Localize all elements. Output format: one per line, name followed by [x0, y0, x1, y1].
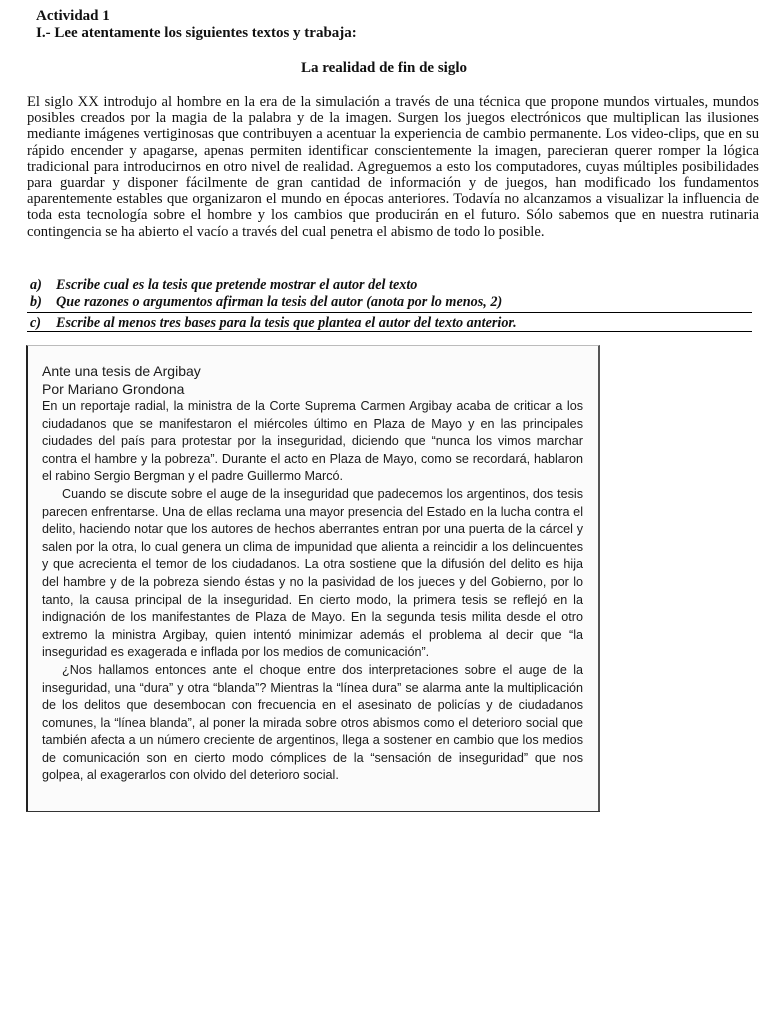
question-b-text: Que razones o argumentos afirman la tesis del autor (anota por lo menos, 2) [56, 294, 503, 310]
scan-bottom-edge [26, 811, 600, 812]
article-paragraph: ¿Nos hallamos entonces ante el choque entre dos interpretaciones sobre el auge de la inseguridad, una “dura” y otra “blanda”? Mientras la “línea dura” se alarma ante la multiplicación de los delitos que desembocan con frecuencia en el asesinato de policías y de ciudadanos comunes, la “línea blanda”, al poner la mirada sobre otros abismos como el deterioro social que también afecta a un número creciente de argentinos, llega a sostener en cambio que los medios de comunicación son en cierto modo cómplices de la “sensación de inseguridad” que nos golpea, al exagerarlos con olvido del deterioro social. [42, 662, 583, 783]
activity-heading: Actividad 1 [36, 8, 110, 24]
article-author: Por Mariano Grondona [42, 381, 185, 397]
answer-line [27, 331, 752, 332]
question-a-text: Escribe cual es la tesis que pretende mostrar el autor del texto [56, 277, 418, 293]
question-c-label: c) [30, 315, 42, 331]
answer-line [27, 312, 752, 313]
article-title: Ante una tesis de Argibay [42, 363, 201, 379]
instruction-heading: I.- Lee atentamente los siguientes textos y trabaja: [36, 25, 357, 41]
text1-body: El siglo XX introdujo al hombre en la era de la simulación a través de una técnica que propone mundos virtuales, mundos posibles creados por la magia de la palabra y de la imagen. Surgen los juegos electrónicos que multiplican las ilusiones mediante imágenes vertiginosas que contribuyen a acentuar la experiencia de cambio permanente. Los video-clips, que en su rápido encender y apagarse, apenas permiten identificar conscientemente la imagen, parecieran querer romper la lógica tradicional para introducirnos en otro nivel de realidad. Agreguemos a esto los computadores, cuyas múltiples posibilidades para guardar y disponer fácilmente de gran cantidad de información y de juegos, han modificado los fundamentos aparentemente estables que organizaron el mundo en épocas anteriores. Todavía no alcanzamos a visualizar la influencia de toda esta tecnología sobre el hombre y los cambios que producirán en el futuro. Sólo sabemos que en nuestra rutinaria contingencia se ha abierto el vacío a través del cual penetra el abismo de todo lo posible. [27, 94, 759, 240]
question-c-text: Escribe al menos tres bases para la tesis que plantea el autor del texto anterior. [56, 315, 517, 331]
question-b-label: b) [30, 294, 42, 310]
article-paragraph: En un reportaje radial, la ministra de la Corte Suprema Carmen Argibay acaba de criticar a los ciudadanos que se manifestaron el miércoles último en Plaza de Mayo y en las principales ciudades del país para protestar por la inseguridad, diciendo que “nunca los vimos marchar contra el hambre y la pobreza”. Durante el acto en Plaza de Mayo, como se recordará, hablaron el rabino Sergio Bergman y el padre Guillermo Marcó. [42, 399, 583, 484]
article-content [42, 362, 583, 785]
scanned-article [26, 345, 600, 812]
question-a [30, 277, 417, 293]
article-paragraph: Cuando se discute sobre el auge de la inseguridad que padecemos los argentinos, dos tesis parecen enfrentarse. Una de ellas reclama una mayor presencia del Estado en la lucha contra el delito, haciendo notar que los autores de hechos aberrantes entran por una puerta de la cárcel y salen por la otra, lo cual genera un clima de impunidad que alienta a reincidir a los delincuentes y que acrecienta el temor de los ciudadanos. La otra sostiene que la difusión del delito es hija del hambre y de la pobreza siendo éstas y no la pasividad de los jueces y del Gobierno, por lo tanto, la causa principal de la inseguridad. En cierto modo, la primera tesis se reflejó en la indignación de los manifestantes de Plaza de Mayo. En la segunda tesis milita desde el otro extremo la ministra Argibay, quien intentó minimizar además el problema al decir que “la inseguridad es exagerada e inflada por los medios de comunicación”. [42, 486, 583, 660]
question-c [30, 315, 517, 331]
text1-title: La realidad de fin de siglo [301, 60, 467, 76]
question-a-label: a) [30, 277, 42, 293]
question-b [30, 294, 502, 310]
